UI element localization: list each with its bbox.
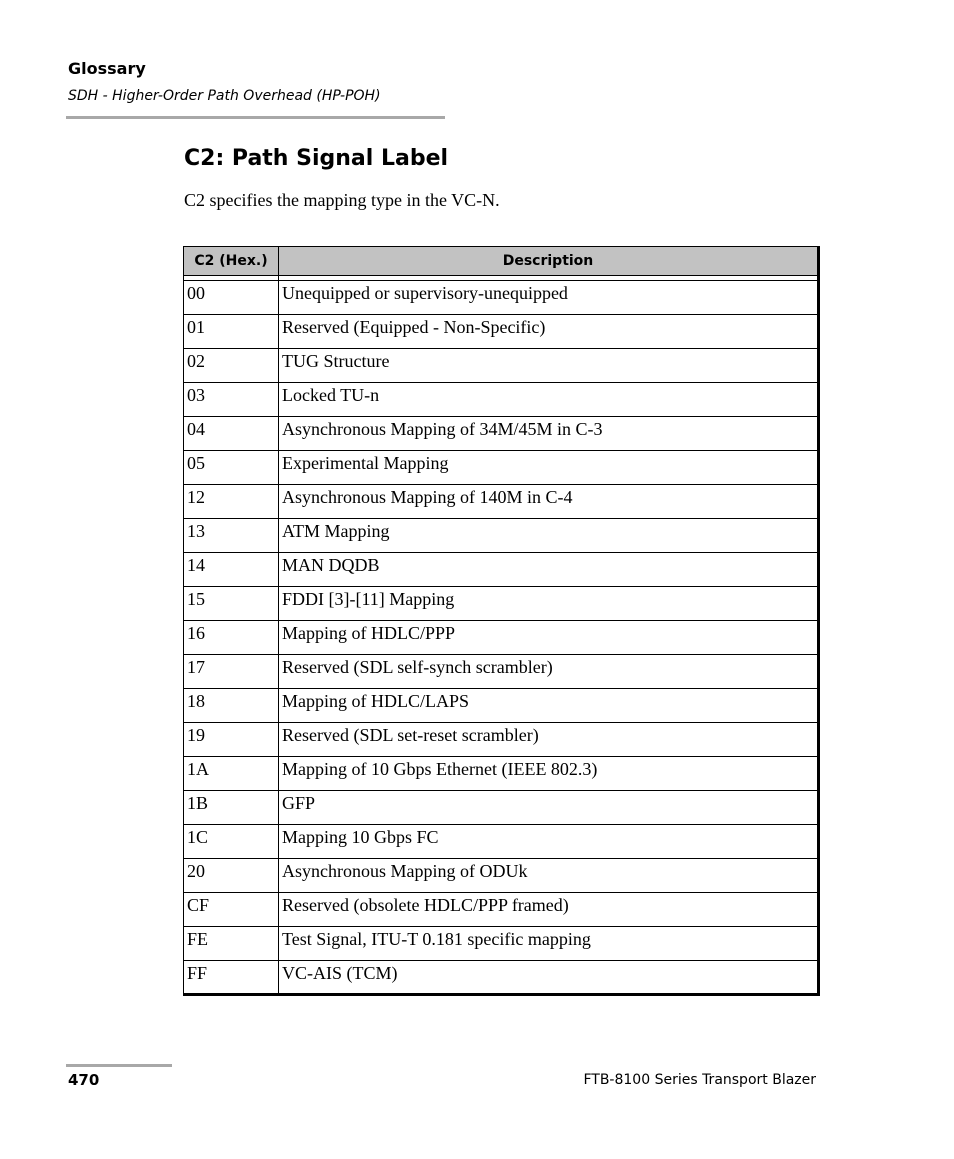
table-row <box>184 927 819 961</box>
cell-c2-code: 05 <box>184 451 279 485</box>
table-row <box>184 621 819 655</box>
cell-description: Mapping 10 Gbps FC <box>279 825 819 859</box>
table-row <box>184 723 819 757</box>
table-row <box>184 383 819 417</box>
table-row <box>184 757 819 791</box>
table-row <box>184 961 819 995</box>
cell-c2-code: 1B <box>184 791 279 825</box>
cell-description: Asynchronous Mapping of 34M/45M in C-3 <box>279 417 819 451</box>
cell-c2-code: 19 <box>184 723 279 757</box>
cell-c2-code: CF <box>184 893 279 927</box>
table-row <box>184 485 819 519</box>
cell-description: Reserved (Equipped - Non-Specific) <box>279 315 819 349</box>
column-header-description: Description <box>279 247 819 276</box>
table-row <box>184 791 819 825</box>
cell-c2-code: 15 <box>184 587 279 621</box>
cell-c2-code: 13 <box>184 519 279 553</box>
product-name: FTB-8100 Series Transport Blazer <box>583 1072 816 1088</box>
page-title: C2: Path Signal Label <box>184 146 449 171</box>
cell-description: GFP <box>279 791 819 825</box>
footer-divider <box>66 1064 172 1067</box>
cell-c2-code: 18 <box>184 689 279 723</box>
table-row <box>184 587 819 621</box>
cell-description: MAN DQDB <box>279 553 819 587</box>
cell-description: Asynchronous Mapping of ODUk <box>279 859 819 893</box>
cell-c2-code: 16 <box>184 621 279 655</box>
cell-c2-code: 12 <box>184 485 279 519</box>
table-row <box>184 859 819 893</box>
cell-description: Test Signal, ITU-T 0.181 specific mapping <box>279 927 819 961</box>
table-row <box>184 519 819 553</box>
cell-c2-code: 02 <box>184 349 279 383</box>
cell-c2-code: FE <box>184 927 279 961</box>
c2-table <box>183 246 820 996</box>
cell-c2-code: 03 <box>184 383 279 417</box>
header-divider <box>66 116 445 119</box>
page-number: 470 <box>68 1071 100 1089</box>
cell-description: Mapping of HDLC/PPP <box>279 621 819 655</box>
cell-description: Experimental Mapping <box>279 451 819 485</box>
cell-description: Locked TU-n <box>279 383 819 417</box>
cell-description: VC-AIS (TCM) <box>279 961 819 995</box>
table-row <box>184 417 819 451</box>
cell-description: Reserved (SDL set-reset scrambler) <box>279 723 819 757</box>
cell-c2-code: 04 <box>184 417 279 451</box>
cell-description: TUG Structure <box>279 349 819 383</box>
column-header-c2: C2 (Hex.) <box>184 247 279 276</box>
table-row <box>184 689 819 723</box>
table-row <box>184 893 819 927</box>
section-title: Glossary <box>68 59 146 78</box>
intro-paragraph: C2 specifies the mapping type in the VC-N. <box>184 190 500 210</box>
cell-c2-code: 01 <box>184 315 279 349</box>
cell-c2-code: 00 <box>184 281 279 315</box>
table-row <box>184 349 819 383</box>
table-row <box>184 281 819 315</box>
cell-description: Reserved (SDL self-synch scrambler) <box>279 655 819 689</box>
table-row <box>184 451 819 485</box>
cell-c2-code: 1C <box>184 825 279 859</box>
cell-c2-code: 1A <box>184 757 279 791</box>
cell-description: FDDI [3]-[11] Mapping <box>279 587 819 621</box>
cell-c2-code: 17 <box>184 655 279 689</box>
cell-description: ATM Mapping <box>279 519 819 553</box>
table-header-row <box>184 247 819 276</box>
cell-c2-code: 20 <box>184 859 279 893</box>
table-row <box>184 315 819 349</box>
cell-description: Unequipped or supervisory-unequipped <box>279 281 819 315</box>
cell-description: Mapping of HDLC/LAPS <box>279 689 819 723</box>
cell-description: Asynchronous Mapping of 140M in C-4 <box>279 485 819 519</box>
table-row <box>184 553 819 587</box>
cell-description: Mapping of 10 Gbps Ethernet (IEEE 802.3) <box>279 757 819 791</box>
table-row <box>184 825 819 859</box>
cell-description: Reserved (obsolete HDLC/PPP framed) <box>279 893 819 927</box>
cell-c2-code: 14 <box>184 553 279 587</box>
table-row <box>184 655 819 689</box>
cell-c2-code: FF <box>184 961 279 995</box>
subsection-title: SDH - Higher-Order Path Overhead (HP-POH) <box>68 88 381 104</box>
